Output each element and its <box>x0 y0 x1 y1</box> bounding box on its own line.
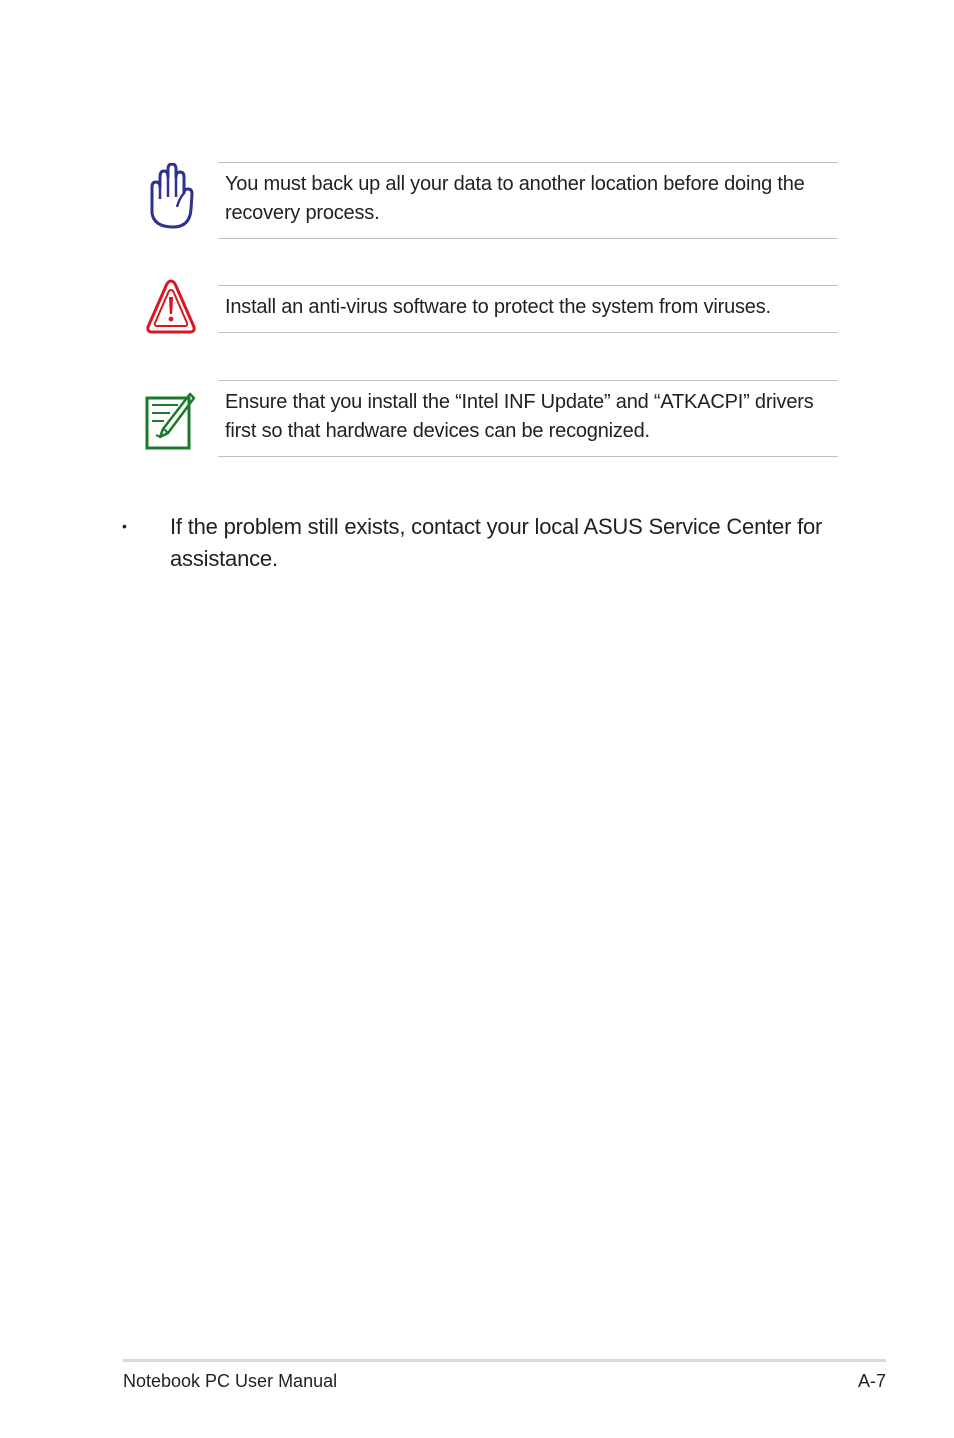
warning-triangle-icon <box>144 277 198 337</box>
bullet-text: If the problem still exists, contact your local ASUS Service Center for assistance. <box>170 514 823 571</box>
caution-text: You must back up all your data to another location before doing the recovery process. <box>225 173 805 224</box>
hand-stop-icon <box>146 163 196 231</box>
warning-text: Install an anti-virus software to protect the system from viruses. <box>225 296 771 318</box>
warning-notice <box>218 285 838 333</box>
footer-rule <box>123 1359 886 1362</box>
caution-notice <box>218 162 838 239</box>
note-text: Ensure that you install the “Intel INF Update” and “ATKACPI” drivers first so that hardware devices can be recognized. <box>225 391 814 442</box>
footer-title: Notebook PC User Manual <box>123 1371 338 1391</box>
note-notice <box>218 380 838 457</box>
note-pencil-icon <box>144 391 196 451</box>
bullet-mark: • <box>122 518 127 534</box>
page-number: A-7 <box>857 1371 886 1391</box>
